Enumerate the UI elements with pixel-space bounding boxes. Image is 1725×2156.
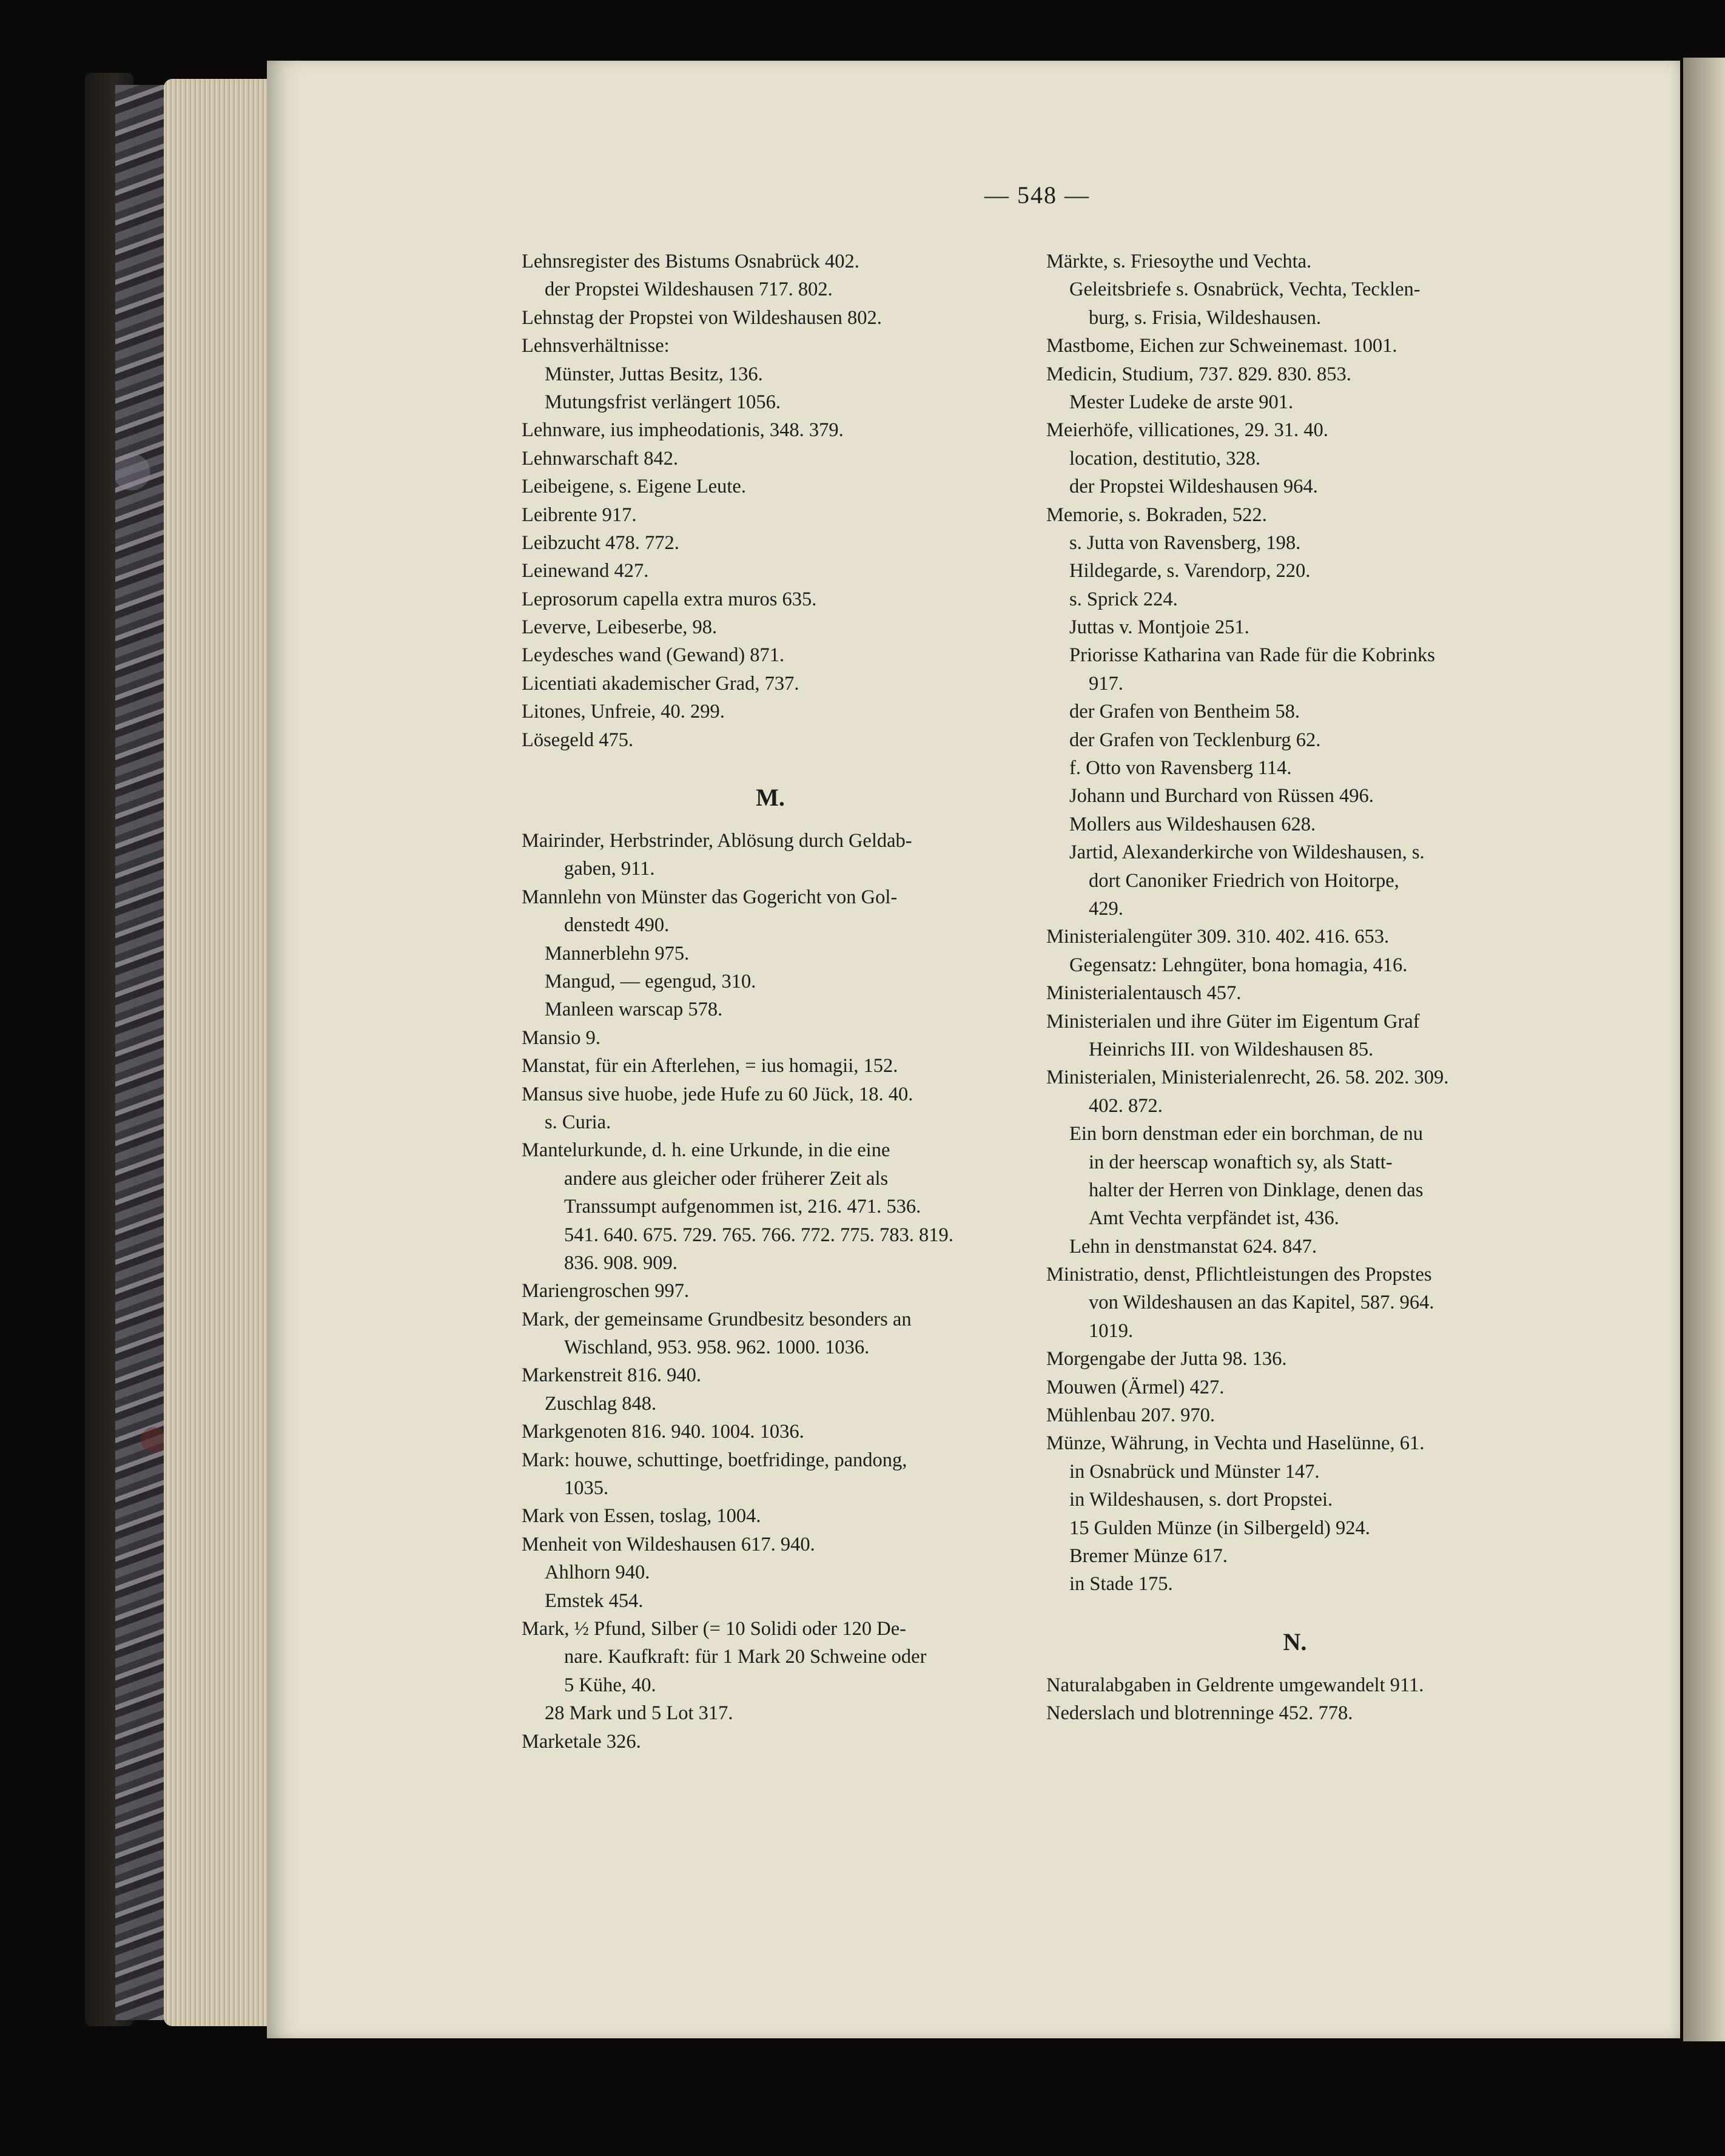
index-entry: Münster, Juttas Besitz, 136. xyxy=(545,363,763,385)
index-entry: Leprosorum capella extra muros 635. xyxy=(522,588,817,610)
index-entry: Lehnsregister des Bistums Osnabrück 402. xyxy=(522,251,859,272)
index-entry: Mansio 9. xyxy=(522,1026,600,1049)
index-entry: Lehnstag der Propstei von Wildeshausen 802. xyxy=(522,306,882,329)
index-entry: in der heerscap wonaftich sy, als Statt- xyxy=(1089,1151,1393,1173)
index-entry: Mark: houwe, schuttinge, boetfridinge, pandong, xyxy=(522,1449,907,1471)
index-entry: Lehnsverhältnisse: xyxy=(522,335,670,357)
index-entry: Priorisse Katharina van Rade für die Kobrinks xyxy=(1069,644,1435,667)
index-entry: Markenstreit 816. 940. xyxy=(522,1364,702,1387)
index-entry: Märkte, s. Friesoythe und Vechta. xyxy=(1046,251,1312,272)
index-entry: Geleitsbriefe s. Osnabrück, Vechta, Tecklen- xyxy=(1069,278,1421,301)
index-entry: in Stade 175. xyxy=(1069,1573,1173,1595)
index-entry: f. Otto von Ravensberg 114. xyxy=(1069,757,1292,780)
index-entry: 1035. xyxy=(564,1477,609,1500)
index-entry: 1019. xyxy=(1089,1319,1134,1342)
index-column-right xyxy=(1046,248,1544,1728)
index-entry: Menheit von Wildeshausen 617. 940. xyxy=(522,1533,815,1555)
marbled-endpaper xyxy=(115,85,170,2020)
index-entry: Ministerialen und ihre Güter im Eigentum Graf xyxy=(1046,1010,1420,1033)
index-entry: nare. Kaufkraft: für 1 Mark 20 Schweine oder xyxy=(564,1646,927,1668)
index-entry: Leverve, Leibeserbe, 98. xyxy=(522,616,718,639)
index-entry: Münze, Währung, in Vechta und Haselünne, 61. xyxy=(1046,1432,1425,1455)
index-entry: Morgengabe der Jutta 98. 136. xyxy=(1046,1348,1287,1370)
facing-page-edge xyxy=(1683,58,1725,2041)
index-entry: Bremer Münze 617. xyxy=(1069,1545,1228,1567)
index-entry: Lehnware, ius impheodationis, 348. 379. xyxy=(522,419,844,442)
index-entry: Zuschlag 848. xyxy=(545,1392,657,1415)
index-entry: der Propstei Wildeshausen 717. 802. xyxy=(545,278,833,301)
index-entry: Emstek 454. xyxy=(545,1589,644,1612)
index-entry: Manleen warscap 578. xyxy=(545,999,723,1021)
index-entry: Mark, der gemeinsame Grundbesitz besonders an xyxy=(522,1308,912,1330)
index-entry: andere aus gleicher oder früherer Zeit als xyxy=(564,1167,889,1190)
index-entry: 429. xyxy=(1089,897,1123,920)
index-entry: Mühlenbau 207. 970. xyxy=(1046,1404,1216,1427)
index-entry: Mouwen (Ärmel) 427. xyxy=(1046,1376,1225,1398)
index-entry: Mark von Essen, toslag, 1004. xyxy=(522,1505,761,1528)
index-entry: Markgenoten 816. 940. 1004. 1036. xyxy=(522,1421,804,1443)
index-entry: Ministratio, denst, Pflichtleistungen des Propstes xyxy=(1046,1264,1432,1286)
index-entry: 541. 640. 675. 729. 765. 766. 772. 775. 783. 819. xyxy=(564,1224,953,1246)
index-block-m-continued xyxy=(1046,248,1544,1598)
index-entry: Manstat, für ein Afterlehen, = ius homagii, 152. xyxy=(522,1055,898,1077)
index-entry: in Osnabrück und Münster 147. xyxy=(1069,1460,1320,1483)
index-entry: Mangud, — egengud, 310. xyxy=(545,970,756,992)
index-entry: s. Sprick 224. xyxy=(1069,588,1178,610)
index-entry: Mannerblehn 975. xyxy=(545,942,690,965)
index-entry: Mester Ludeke de arste 901. xyxy=(1069,391,1294,413)
index-entry: halter der Herren von Dinklage, denen das xyxy=(1089,1179,1424,1201)
index-entry: 5 Kühe, 40. xyxy=(564,1674,656,1696)
index-entry: 15 Gulden Münze (in Silbergeld) 924. xyxy=(1069,1517,1370,1539)
index-block-n xyxy=(1046,1671,1544,1728)
index-entry: burg, s. Frisia, Wildeshausen. xyxy=(1089,306,1321,329)
index-entry: Johann und Burchard von Rüssen 496. xyxy=(1069,785,1374,807)
index-entry: Memorie, s. Bokraden, 522. xyxy=(1046,504,1267,526)
index-entry: Amt Vechta verpfändet ist, 436. xyxy=(1089,1207,1339,1230)
page-number: — 548 — xyxy=(984,181,1090,209)
index-entry: Wischland, 953. 958. 962. 1000. 1036. xyxy=(564,1336,870,1359)
section-heading-m: M. xyxy=(756,784,785,812)
index-entry: 836. 908. 909. xyxy=(564,1251,678,1274)
index-entry: s. Jutta von Ravensberg, 198. xyxy=(1069,531,1301,554)
index-entry: Lösegeld 475. xyxy=(522,729,634,751)
index-entry: 402. 872. xyxy=(1089,1094,1163,1117)
index-entry: Mantelurkunde, d. h. eine Urkunde, in die eine xyxy=(522,1139,890,1162)
index-entry: Leibrente 917. xyxy=(522,504,637,526)
index-entry: gaben, 911. xyxy=(564,858,655,880)
index-entry: Mutungsfrist verlängert 1056. xyxy=(545,391,781,413)
index-entry: Mariengroschen 997. xyxy=(522,1280,690,1302)
index-entry: 917. xyxy=(1089,672,1123,695)
index-entry: denstedt 490. xyxy=(564,914,670,937)
index-entry: Lehnwarschaft 842. xyxy=(522,447,679,470)
index-entry: Ministerialengüter 309. 310. 402. 416. 653. xyxy=(1046,926,1390,948)
section-heading-n: N. xyxy=(1283,1628,1307,1656)
index-entry: location, destitutio, 328. xyxy=(1069,447,1261,470)
index-entry: Leibeigene, s. Eigene Leute. xyxy=(522,476,746,498)
index-entry: Marketale 326. xyxy=(522,1730,641,1753)
index-entry: Hildegarde, s. Varendorp, 220. xyxy=(1069,560,1311,582)
index-entry: 28 Mark und 5 Lot 317. xyxy=(545,1702,733,1725)
index-entry: von Wildeshausen an das Kapitel, 587. 964. xyxy=(1089,1292,1434,1314)
index-entry: in Wildeshausen, s. dort Propstei. xyxy=(1069,1489,1333,1511)
index-entry: Lehn in denstmanstat 624. 847. xyxy=(1069,1235,1317,1258)
index-entry: Mairinder, Herbstrinder, Ablösung durch Geldab- xyxy=(522,830,912,852)
index-entry: der Propstei Wildeshausen 964. xyxy=(1069,476,1318,498)
page-edges xyxy=(164,79,273,2026)
index-entry: Naturalabgaben in Geldrente umgewandelt 911. xyxy=(1046,1674,1424,1696)
index-entry: Meierhöfe, villicationes, 29. 31. 40. xyxy=(1046,419,1328,442)
index-entry: Mansus sive huobe, jede Hufe zu 60 Jück, 18. 40. xyxy=(522,1083,913,1105)
index-entry: Leibzucht 478. 772. xyxy=(522,531,679,554)
index-entry: Litones, Unfreie, 40. 299. xyxy=(522,701,725,723)
index-entry: der Grafen von Tecklenburg 62. xyxy=(1069,729,1321,751)
index-entry: Mark, ½ Pfund, Silber (= 10 Solidi oder 120 De- xyxy=(522,1617,906,1640)
index-entry: der Grafen von Bentheim 58. xyxy=(1069,701,1300,723)
index-entry: Ministerialen, Ministerialenrecht, 26. 58. 202. 309. xyxy=(1046,1066,1449,1089)
index-entry: s. Curia. xyxy=(545,1111,611,1133)
index-entry: Nederslach und blotrenninge 452. 778. xyxy=(1046,1702,1353,1725)
index-entry: Juttas v. Montjoie 251. xyxy=(1069,616,1249,639)
index-entry: Mastbome, Eichen zur Schweinemast. 1001. xyxy=(1046,335,1397,357)
index-entry: Gegensatz: Lehngüter, bona homagia, 416. xyxy=(1069,954,1408,976)
index-column-left xyxy=(522,248,1019,1756)
index-entry: Transsumpt aufgenommen ist, 216. 471. 536. xyxy=(564,1196,921,1218)
index-entry: Mannlehn von Münster das Gogericht von Gol- xyxy=(522,886,898,908)
index-entry: Heinrichs III. von Wildeshausen 85. xyxy=(1089,1038,1374,1060)
index-entry: Leinewand 427. xyxy=(522,560,649,582)
index-block-m xyxy=(522,827,1019,1756)
index-block-l xyxy=(522,248,1019,754)
index-entry: Mollers aus Wildeshausen 628. xyxy=(1069,813,1316,835)
index-entry: Ein born denstman eder ein borchman, de nu xyxy=(1069,1123,1424,1145)
index-entry: Ahlhorn 940. xyxy=(545,1561,650,1584)
index-entry: Licentiati akademischer Grad, 737. xyxy=(522,672,799,695)
index-entry: Jartid, Alexanderkirche von Wildeshausen, s. xyxy=(1069,841,1425,864)
index-entry: Leydesches wand (Gewand) 871. xyxy=(522,644,785,667)
index-entry: Ministerialentausch 457. xyxy=(1046,982,1242,1005)
index-entry: Medicin, Studium, 737. 829. 830. 853. xyxy=(1046,363,1351,385)
index-entry: dort Canoniker Friedrich von Hoitorpe, xyxy=(1089,869,1399,892)
